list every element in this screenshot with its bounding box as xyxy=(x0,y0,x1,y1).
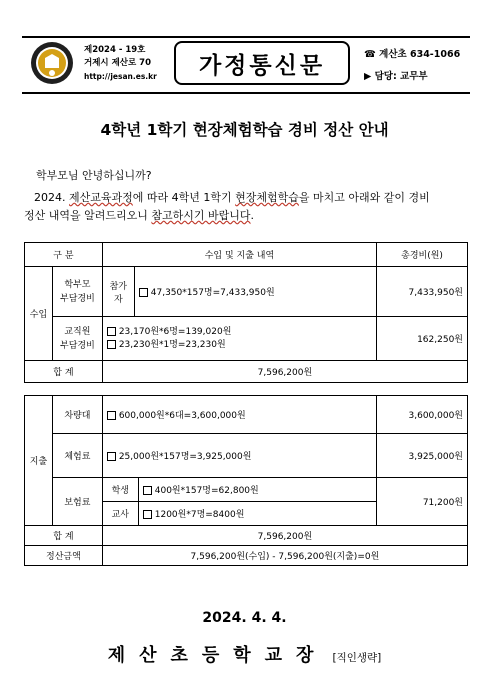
staff-burden-label: 교직원 부담경비 xyxy=(52,317,102,361)
phone-number: ☎ 계산초 634-1066 xyxy=(364,49,461,60)
stamp-note: [직인생략] xyxy=(332,652,382,664)
document-title: 4학년 1학기 현장체험학습 경비 정산 안내 xyxy=(100,121,389,139)
school-website[interactable]: http://jesan.es.kr xyxy=(84,72,157,81)
staff-calc: 23,170원*6명=139,020원 23,230원*1명=23,230원 xyxy=(102,317,376,361)
settle-label: 정산금액 xyxy=(25,546,103,566)
school-signature xyxy=(0,641,489,667)
checkbox-icon xyxy=(107,452,116,461)
checkbox-icon xyxy=(107,327,116,336)
staff-total: 162,250원 xyxy=(377,317,468,361)
student-label: 학생 xyxy=(102,478,138,502)
newsletter-title: 가정통신문 xyxy=(174,41,350,85)
expense-table xyxy=(24,395,468,566)
department: ▶ 담당: 교무부 xyxy=(364,71,428,82)
issue-date: 2024. 4. 4. xyxy=(202,610,287,626)
income-label: 수입 xyxy=(25,267,53,361)
issue-number: 제2024 - 19호 xyxy=(84,45,146,55)
intro-paragraph xyxy=(24,189,479,225)
header-info-right xyxy=(364,44,474,88)
teacher-label: 교사 xyxy=(102,502,138,526)
student-calc: 400원*157명=62,800원 xyxy=(138,478,376,502)
insurance-total: 71,200원 xyxy=(377,478,468,526)
school-address: 거제시 제산로 70 xyxy=(84,58,152,68)
expense-sum-label: 합 계 xyxy=(25,526,103,546)
checkbox-icon xyxy=(107,340,116,349)
participant-calc: 47,350*157명=7,433,950원 xyxy=(134,267,376,317)
vehicle-label: 차량대 xyxy=(52,396,102,434)
participant-label: 참가자 xyxy=(102,267,134,317)
school-seal-icon xyxy=(30,41,74,85)
income-sum-label: 합 계 xyxy=(25,361,103,383)
settle-value: 7,596,200원(수입) - 7,596,200원(지출)=0원 xyxy=(102,546,467,566)
experience-label: 체험료 xyxy=(52,434,102,478)
header-detail: 수입 및 지출 내역 xyxy=(102,243,376,267)
parent-burden-label: 학부모 부담경비 xyxy=(52,267,102,317)
checkbox-icon xyxy=(107,411,116,420)
header-total: 총경비(원) xyxy=(377,243,468,267)
vehicle-total: 3,600,000원 xyxy=(377,396,468,434)
header-category: 구 분 xyxy=(25,243,103,267)
checkbox-icon xyxy=(139,288,148,297)
greeting: 학부모님 안녕하십니까? xyxy=(36,169,152,182)
header-info-left xyxy=(84,44,170,83)
insurance-label: 보험료 xyxy=(52,478,102,526)
checkbox-icon xyxy=(143,486,152,495)
income-sum-value: 7,596,200원 xyxy=(102,361,467,383)
intro-line-2: 정산 내역을 알려드리오니 참고하시기 바랍니다. xyxy=(24,209,255,222)
experience-total: 3,925,000원 xyxy=(377,434,468,478)
experience-calc: 25,000원*157명=3,925,000원 xyxy=(102,434,376,478)
expense-label: 지출 xyxy=(25,396,53,526)
checkbox-icon xyxy=(143,510,152,519)
participant-total: 7,433,950원 xyxy=(377,267,468,317)
school-name: 제산초등학교장 xyxy=(107,645,328,666)
intro-line-1: 2024. 제산교육과정에 따라 4학년 1학기 현장체험학습을 마치고 아래와 같이 경비 xyxy=(34,191,430,204)
income-table xyxy=(24,242,468,383)
expense-sum-value: 7,596,200원 xyxy=(102,526,467,546)
teacher-calc: 1200원*7명=8400원 xyxy=(138,502,376,526)
vehicle-calc: 600,000원*6대=3,600,000원 xyxy=(102,396,376,434)
